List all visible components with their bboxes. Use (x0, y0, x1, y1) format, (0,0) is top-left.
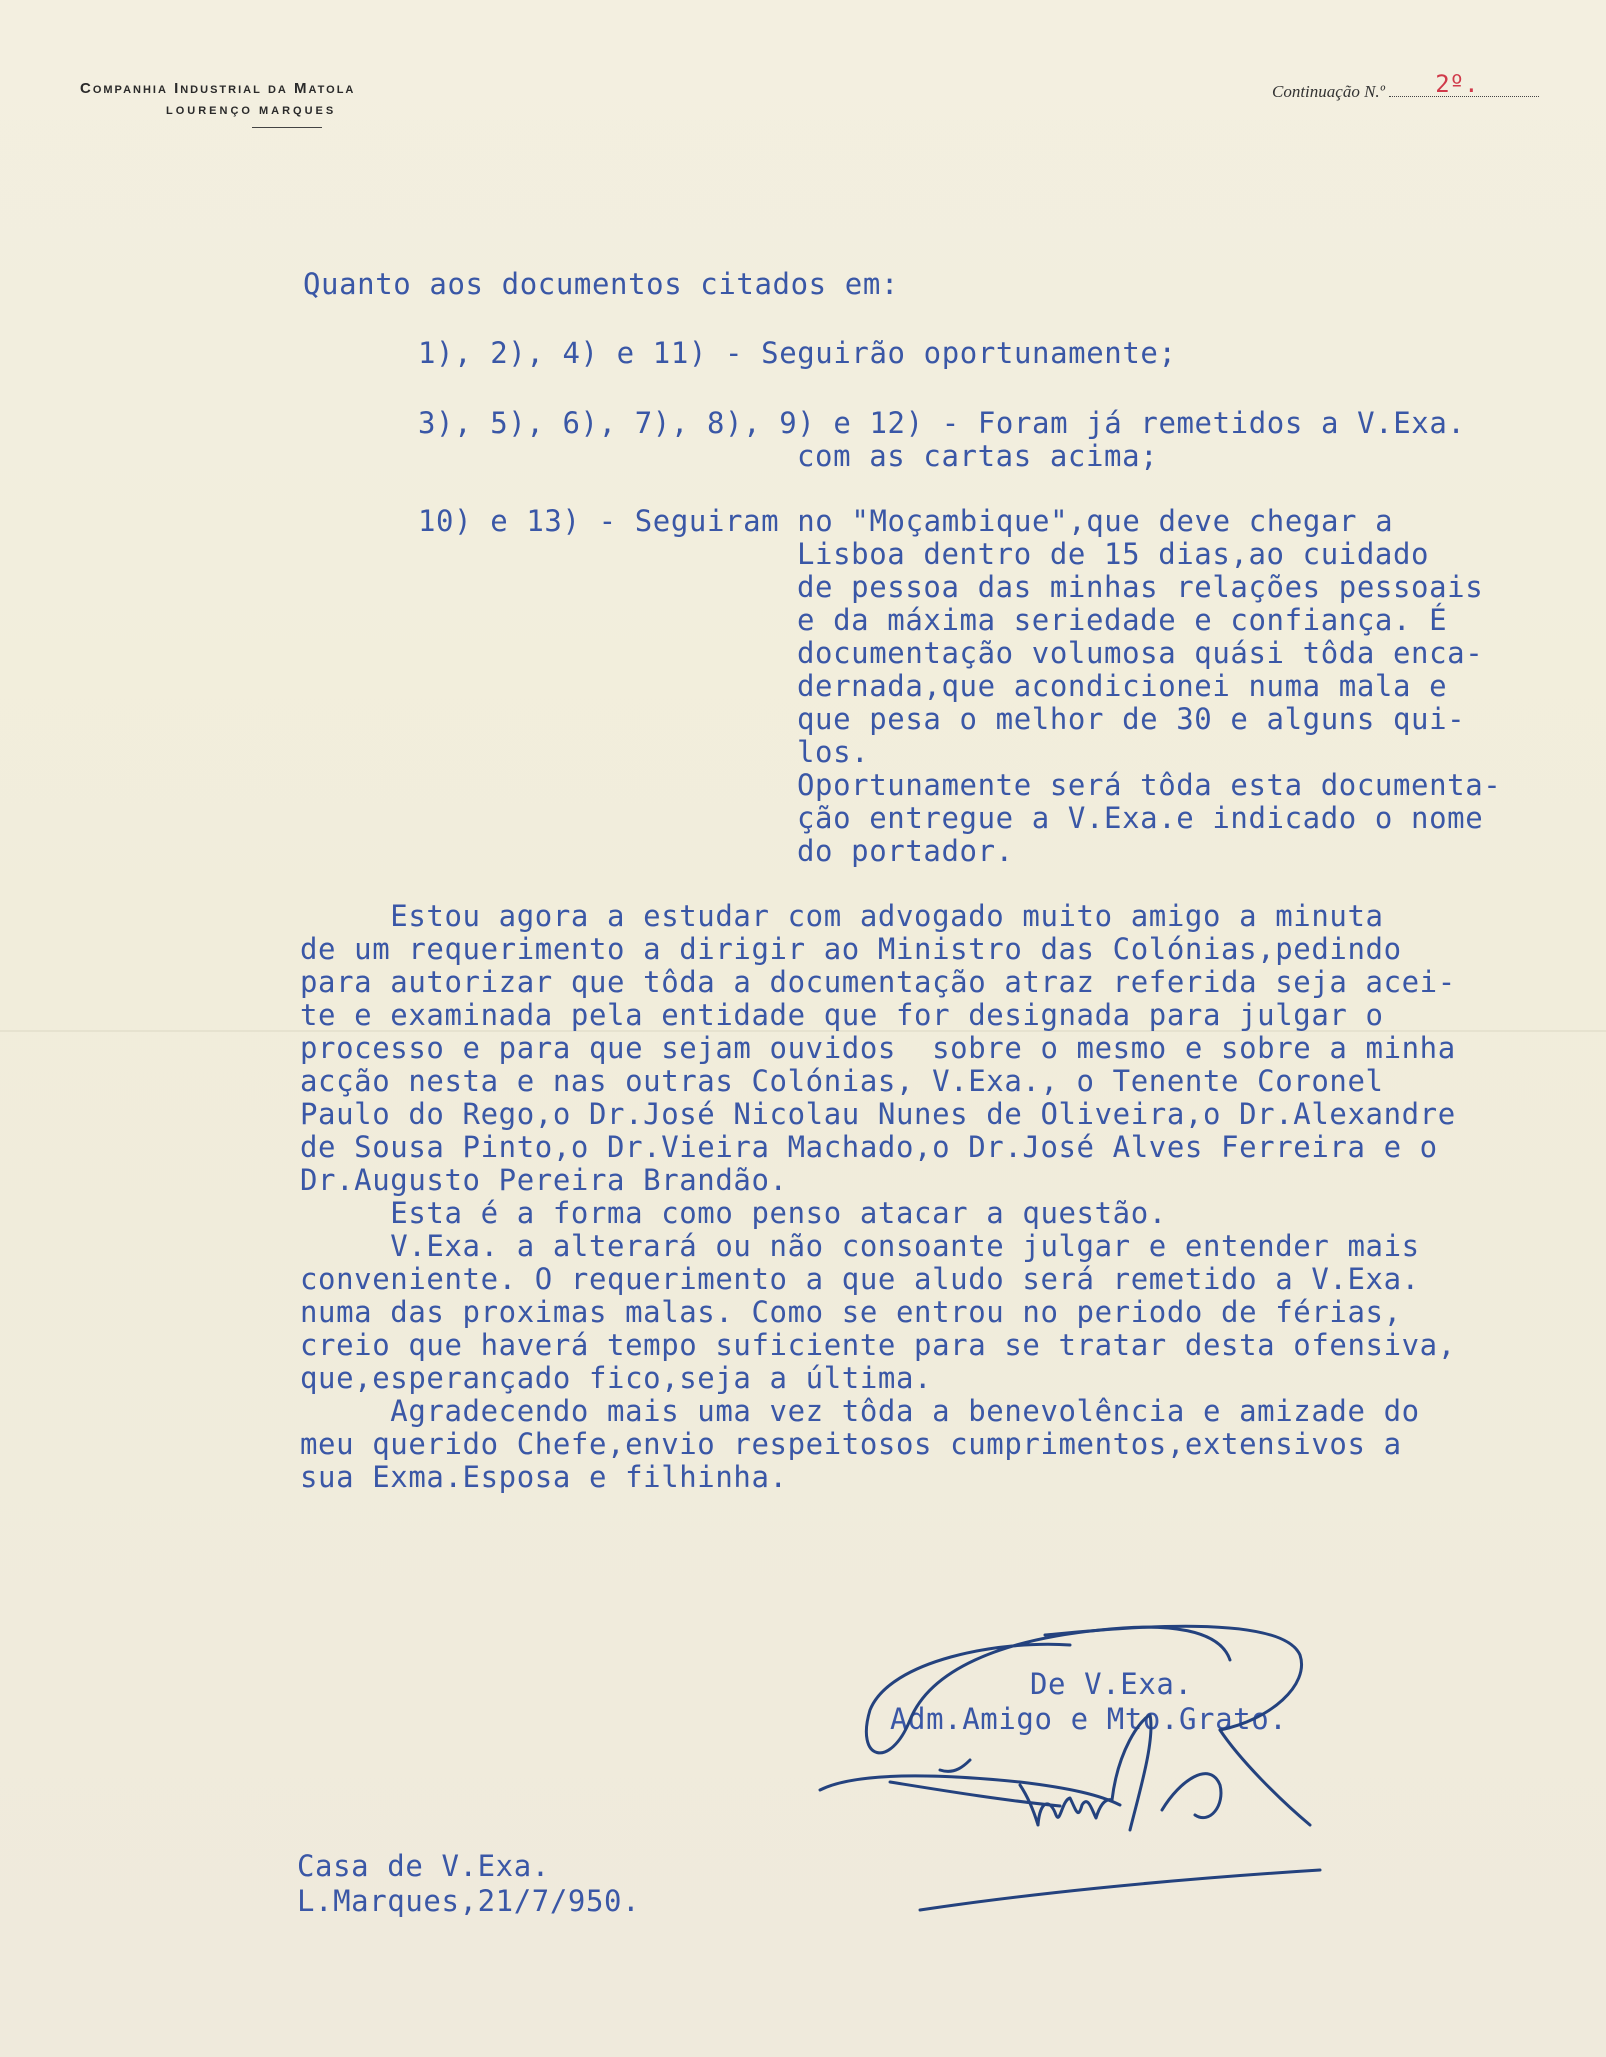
item-line: 1), 2), 4) e 11) - Seguirão oportunamente; (418, 336, 1177, 370)
item-line: documentação volumosa quási tôda enca- (797, 636, 1484, 670)
paragraph-line: numa das proximas malas. Como se entrou no periodo de férias, (300, 1295, 1402, 1329)
paragraph-line: processo e para que sejam ouvidos sobre o mesmo e sobre a minha (300, 1031, 1456, 1065)
paragraph-line: de Sousa Pinto,o Dr.Vieira Machado,o Dr.José Alves Ferreira e o (300, 1130, 1438, 1164)
paragraph-line: te e examinada pela entidade que for designada para julgar o (300, 998, 1384, 1032)
item-line: do portador. (797, 834, 1014, 868)
item-line: com as cartas acima; (797, 439, 1159, 473)
closing-line: De V.Exa. (1030, 1667, 1193, 1701)
intro-line: Quanto aos documentos citados em: (303, 267, 899, 301)
item-line: e da máxima seriedade e confiança. É (797, 603, 1448, 637)
paragraph-line: creio que haverá tempo suficiente para se tratar desta ofensiva, (300, 1328, 1456, 1362)
paragraph-line: meu querido Chefe,envio respeitosos cumprimentos,extensivos a (300, 1427, 1402, 1461)
closing-line: Adm.Amigo e Mto.Grato. (890, 1702, 1288, 1736)
item-line: Oportunamente será tôda esta documenta- (797, 768, 1502, 802)
letterhead-rule (252, 127, 322, 128)
handwritten-signature (800, 1600, 1360, 1930)
paragraph-line: Paulo do Rego,o Dr.José Nicolau Nunes de Oliveira,o Dr.Alexandre (300, 1097, 1456, 1131)
item-line: que pesa o melhor de 30 e alguns qui- (797, 702, 1466, 736)
paragraph-line: Dr.Augusto Pereira Brandão. (300, 1163, 788, 1197)
paragraph-line: Esta é a forma como penso atacar a questão. (300, 1196, 1167, 1230)
item-line: 10) e 13) - Seguiram no "Moçambique",que deve chegar a (418, 504, 1394, 538)
paragraph-line: V.Exa. a alterará ou não consoante julgar e entender mais (300, 1229, 1420, 1263)
place-line: Casa de V.Exa. (297, 1849, 550, 1883)
paragraph-line: de um requerimento a dirigir ao Ministro das Colónias,pedindo (300, 932, 1402, 966)
continuation-label: Continuação N.º (1272, 82, 1385, 101)
item-line: de pessoa das minhas relações pessoais (797, 570, 1484, 604)
paragraph-line: sua Exma.Esposa e filhinha. (300, 1460, 788, 1494)
paragraph-line: Estou agora a estudar com advogado muito amigo a minuta (300, 899, 1384, 933)
paragraph-line: acção nesta e nas outras Colónias, V.Exa., o Tenente Coronel (300, 1064, 1384, 1098)
continuation-dotted-line (1389, 70, 1539, 98)
item-line: 3), 5), 6), 7), 8), 9) e 12) - Foram já remetidos a V.Exa. (418, 406, 1466, 440)
paragraph-line: que,esperançado fico,seja a última. (300, 1361, 933, 1395)
continuation-field (1272, 70, 1539, 102)
company-city: LOURENÇO MARQUES (166, 105, 337, 117)
item-line: dernada,que acondicionei numa mala e (797, 669, 1448, 703)
item-line: ção entregue a V.Exa.e indicado o nome (797, 801, 1484, 835)
letterhead (80, 80, 355, 128)
item-line: Lisboa dentro de 15 dias,ao cuidado (797, 537, 1430, 571)
item-line: los. (797, 735, 870, 769)
paragraph-line: conveniente. O requerimento a que aludo será remetido a V.Exa. (300, 1262, 1420, 1296)
date-line: L.Marques,21/7/950. (297, 1884, 641, 1918)
continuation-number: 2º. (1435, 70, 1479, 98)
paragraph-line: para autorizar que tôda a documentação atraz referida seja acei- (300, 965, 1456, 999)
paragraph-line: Agradecendo mais uma vez tôda a benevolência e amizade do (300, 1394, 1420, 1428)
company-name: Companhia Industrial da Matola (80, 80, 356, 97)
